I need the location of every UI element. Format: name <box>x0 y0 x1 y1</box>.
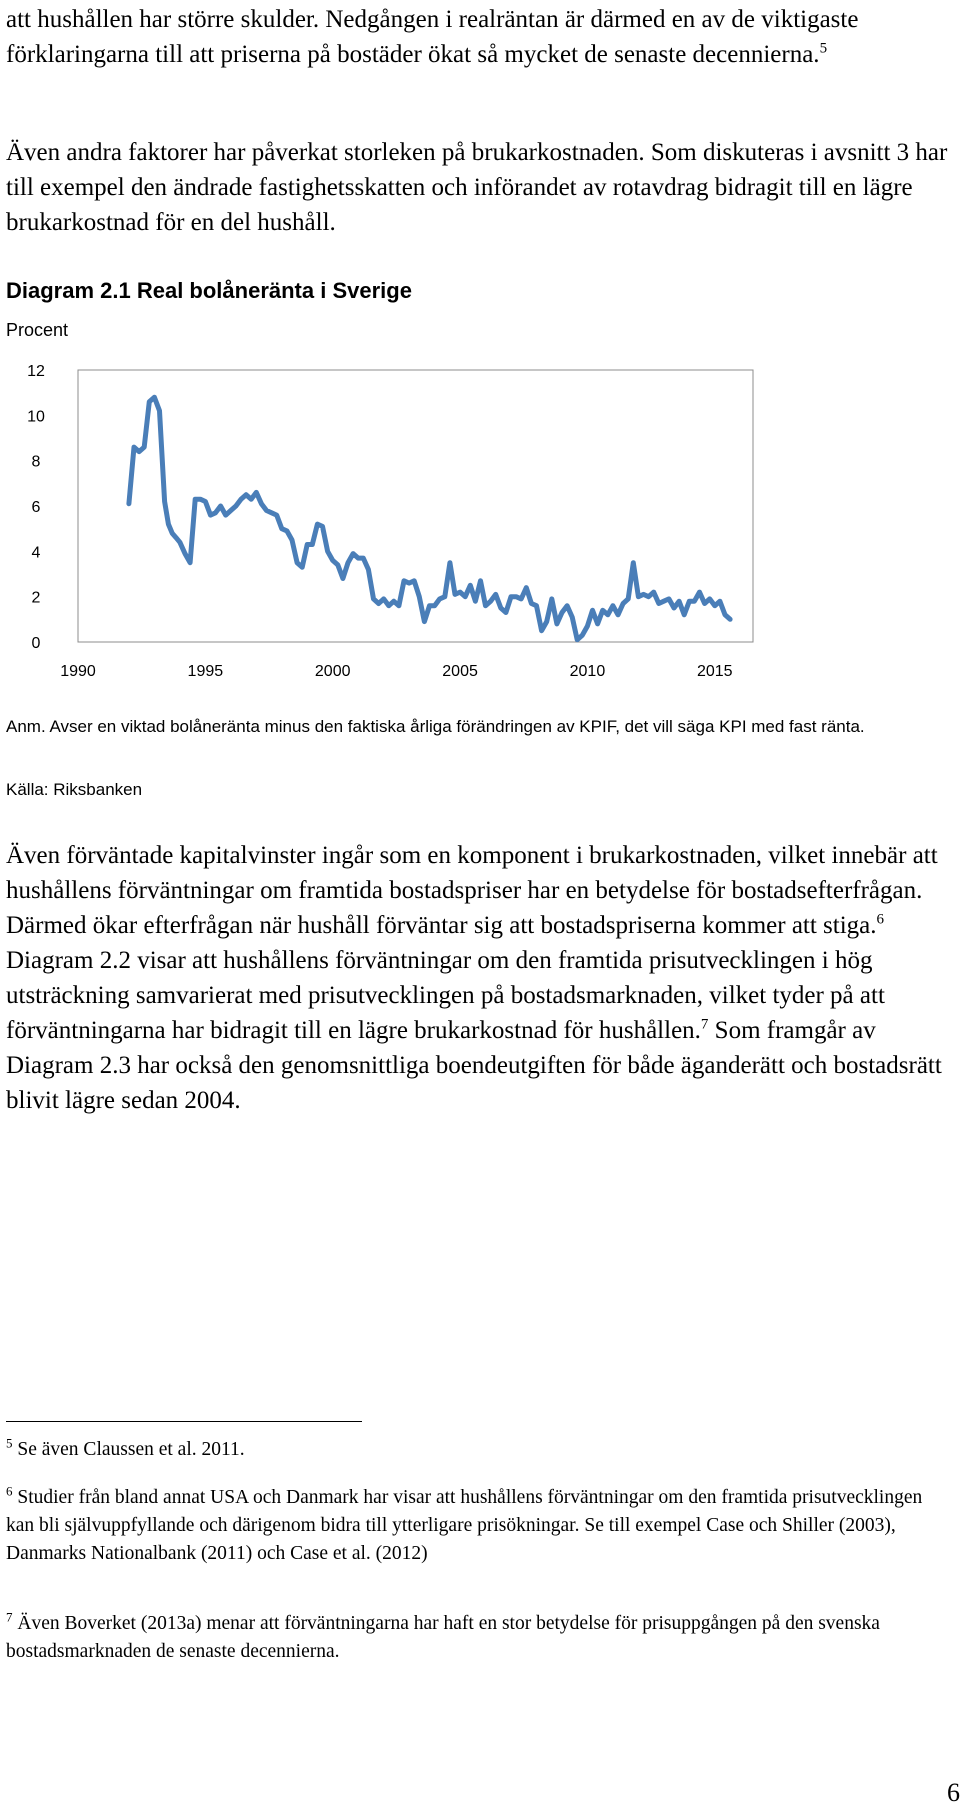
y-tick-label: 8 <box>31 453 41 471</box>
y-tick-label: 10 <box>27 408 45 426</box>
footnote-number: 6 <box>6 1483 13 1499</box>
x-tick-label: 2010 <box>569 663 606 680</box>
paragraph-text: Även förväntade kapitalvinster ingår som en komponent i brukarkostnaden, vilket innebär att hushållens förväntningar om framtida bostadspriser har en betydelse för bostadsefterfrågan. Därmed ökar efterfrågan när hushåll förväntar sig att bostadspriserna kommer att stiga. <box>6 842 938 939</box>
footnote-text: Studier från bland annat USA och Danmark har visar att hushållens förväntningar om den framtida prisutvecklingen kan bli självuppfyllande och därigenom bidra till ytterligare prisökningar. Se till exempel Case och Shiller (2003), Danmarks Nationalbank (2011) och Case et al. (2012) <box>6 1487 923 1564</box>
y-tick-label: 6 <box>31 499 41 516</box>
x-tick-labels <box>60 663 732 680</box>
series-line <box>129 397 730 640</box>
x-tick-label: 2015 <box>696 663 733 680</box>
y-tick-label: 12 <box>27 363 45 380</box>
x-tick-label: 2005 <box>442 663 478 680</box>
x-tick-label: 2000 <box>314 663 351 680</box>
y-tick-labels <box>27 363 45 652</box>
footnote-text: Se även Claussen et al. 2011. <box>12 1439 245 1460</box>
footnote-ref[interactable]: 7 <box>700 1016 709 1033</box>
footnote <box>6 1484 946 1568</box>
chart-note: Anm. Avser en viktad bolåneränta minus den faktiska årliga förändringen av KPIF, det vill säga KPI med fast ränta. <box>6 717 865 736</box>
x-tick-label: 1995 <box>187 663 224 680</box>
footnote-separator <box>6 1421 362 1422</box>
x-tick-label: 1990 <box>60 663 96 680</box>
footnote-ref[interactable]: 5 <box>819 40 828 57</box>
body-paragraph <box>6 2 951 72</box>
y-tick-label: 2 <box>31 589 41 607</box>
y-tick-label: 0 <box>31 635 41 652</box>
paragraph-text: Diagram 2.2 visar att hushållens förväntningar om den framtida prisutvecklingen i hög utsträckning samvarierat med prisutvecklingen på bostadsmarknaden, vilket tyder på att förväntningarna har bidragit till en lägre brukarkostnad för hushållen. <box>6 947 885 1044</box>
footnote-text: Även Boverket (2013a) menar att förväntningarna har haft en stor betydelse för prisuppgången på den svenska bostadsmarknaden de senaste decennierna. <box>6 1613 880 1662</box>
chart-y-unit: Procent <box>6 320 69 340</box>
paragraph-text: Som framgår av Diagram 2.3 har också den genomsnittliga boendeutgiften för både äganderätt och bostadsrätt blivit lägre sedan 2004. <box>6 1017 942 1114</box>
body-paragraph <box>6 838 951 1118</box>
page-number: 6 <box>947 1778 960 1807</box>
footnote-number: 5 <box>6 1435 13 1451</box>
paragraph-text: Även andra faktorer har påverkat storleken på brukarkostnaden. Som diskuteras i avsnitt 3 har till exempel den ändrade fastighetsskatten och införandet av rotavdrag bidragit till en lägre brukarkostnad för en del hushåll. <box>6 139 948 236</box>
footnote <box>6 1436 946 1464</box>
footnote-ref[interactable]: 6 <box>876 911 885 928</box>
paragraph-text: att hushållen har större skulder. Nedgången i realräntan är därmed en av de viktigaste förklaringarna till att priserna på bostäder ökat så mycket de senaste decennierna. <box>6 6 859 68</box>
y-tick-label: 4 <box>31 544 41 562</box>
line-chart <box>0 340 960 685</box>
chart-axes <box>78 370 753 642</box>
plot-frame <box>78 370 753 642</box>
chart-title: Diagram 2.1 Real bolåneränta i Sverige <box>6 278 412 303</box>
body-paragraph <box>6 135 951 240</box>
footnote <box>6 1610 946 1666</box>
chart-source: Källa: Riksbanken <box>6 780 143 799</box>
footnote-number: 7 <box>6 1609 13 1625</box>
